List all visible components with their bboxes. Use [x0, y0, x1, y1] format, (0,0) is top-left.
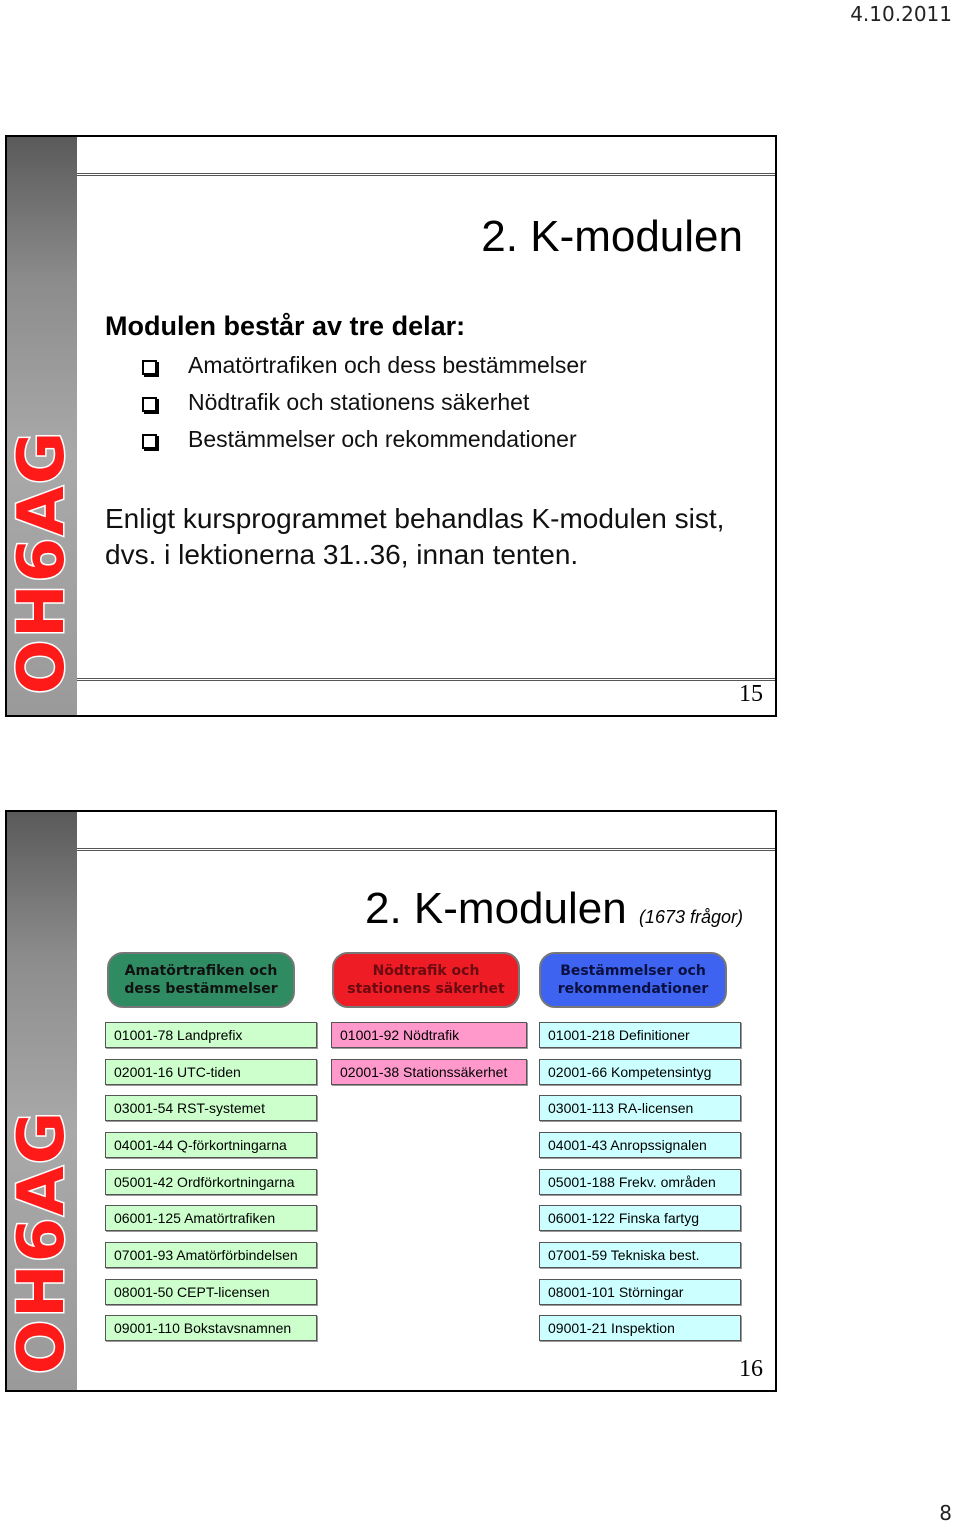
topic-item: 04001-43 Anropssignalen — [539, 1132, 741, 1158]
slide-sidebar — [7, 812, 77, 1390]
bullet-list — [142, 347, 587, 458]
category-emergency: Nödtrafik och stationens säkerhet — [332, 952, 520, 1008]
slide-number: 16 — [739, 1356, 763, 1382]
topic-item: 09001-110 Bokstavsnamnen — [105, 1315, 317, 1341]
slide-title: 2. K-modulen — [481, 212, 743, 261]
topic-item: 03001-113 RA-licensen — [539, 1095, 741, 1121]
checkbox-bullet-icon — [142, 434, 157, 449]
topic-item: 07001-59 Tekniska best. — [539, 1242, 741, 1268]
checkbox-bullet-icon — [142, 360, 157, 375]
bullet-item: Bestämmelser och rekommendationer — [142, 421, 587, 458]
topic-item: 01001-218 Definitioner — [539, 1022, 741, 1048]
schedule-paragraph: Enligt kursprogrammet behandlas K-modulen sist, dvs. i lektionerna 31..36, innan tenten. — [105, 503, 725, 570]
slide-title-main: 2. K-modulen — [365, 884, 627, 933]
slide-15 — [5, 135, 777, 717]
bullet-item: Nödtrafik och stationens säkerhet — [142, 384, 587, 421]
topic-item: 08001-50 CEPT-licensen — [105, 1279, 317, 1305]
bullet-item: Amatörtrafiken och dess bestämmelser — [142, 347, 587, 384]
category-amateur-traffic: Amatörtrafiken och dess bestämmelser — [107, 952, 295, 1008]
slide-number: 15 — [739, 681, 763, 707]
slide-bottom-rule — [77, 678, 775, 681]
checkbox-bullet-icon — [142, 397, 157, 412]
slide-sidebar — [7, 137, 77, 715]
slide-top-band — [77, 812, 775, 851]
topic-item: 05001-188 Frekv. områden — [539, 1169, 741, 1195]
topic-item: 04001-44 Q-förkortningarna — [105, 1132, 317, 1158]
topic-item: 03001-54 RST-systemet — [105, 1095, 317, 1121]
topic-item: 02001-38 Stationssäkerhet — [331, 1059, 527, 1085]
slide-top-band — [77, 137, 775, 176]
intro-heading: Modulen består av tre delar: — [105, 311, 466, 341]
slide-16 — [5, 810, 777, 1392]
topic-item: 09001-21 Inspektion — [539, 1315, 741, 1341]
page-number: 8 — [939, 1501, 952, 1525]
topic-item: 02001-16 UTC-tiden — [105, 1059, 317, 1085]
page-date: 4.10.2011 — [850, 2, 952, 26]
oh6ag-logo: OH6AG — [5, 1109, 79, 1375]
question-count: (1673 frågor) — [638, 907, 743, 927]
oh6ag-logo: OH6AG — [5, 429, 79, 695]
topic-item: 07001-93 Amatörförbindelsen — [105, 1242, 317, 1268]
topic-item: 06001-125 Amatörtrafiken — [105, 1205, 317, 1231]
category-regulations: Bestämmelser och rekommendationer — [539, 952, 727, 1008]
topic-item: 08001-101 Störningar — [539, 1279, 741, 1305]
slide-title — [365, 884, 743, 934]
topic-item: 06001-122 Finska fartyg — [539, 1205, 741, 1231]
topic-item: 01001-78 Landprefix — [105, 1022, 317, 1048]
topic-item: 05001-42 Ordförkortningarna — [105, 1169, 317, 1195]
topic-item: 01001-92 Nödtrafik — [331, 1022, 527, 1048]
topic-item: 02001-66 Kompetensintyg — [539, 1059, 741, 1085]
